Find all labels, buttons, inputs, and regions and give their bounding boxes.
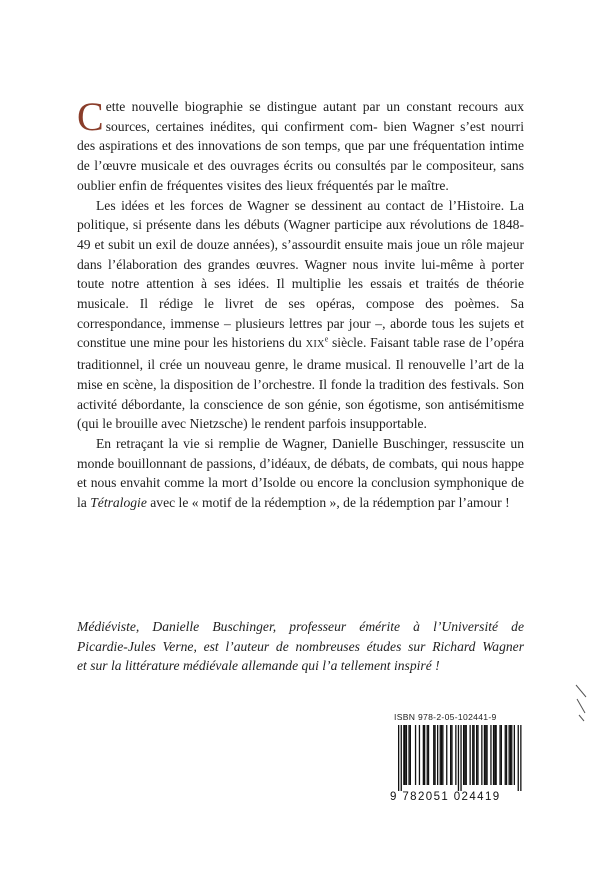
- barcode-bar: [427, 725, 428, 785]
- isbn-barcode: [390, 712, 522, 812]
- author-bio-line: Médiéviste, Danielle Buschinger, professeur émérite à l’Université de: [77, 619, 524, 634]
- barcode-bar: [441, 725, 442, 785]
- barcode-bar: [463, 725, 464, 785]
- barcode-bar: [446, 725, 447, 785]
- barcode-bar: [437, 725, 438, 785]
- barcode-bars: [390, 725, 522, 791]
- barcode-bar: [455, 725, 456, 785]
- barcode-bar: [419, 725, 420, 785]
- barcode-bar: [450, 725, 451, 785]
- work-title: Tétralogie: [90, 495, 147, 511]
- author-bio: [77, 617, 524, 676]
- blurb-paragraph-2: Les idées et les forces de Wagner se dessinent au contact de l’Histoire. La politique, si présente dans les débuts (Wagner participe aux révolutions de 1848-49 et subit un exil de douze années), s’assourdit ensuite mais joue un rôle majeur dans l’élaboration des grandes œuvres. Wagner nous invite lui-même à porter toute notre attention à ses idées. Il multiplie les essais et traités de théorie musicale. Il rédige le livret de ses opéras, compose des poèmes. Sa correspondance, immense – plusieurs lettres par jour –, aborde tous les sujets et constitue une mine pour les historiens du XIXe siècle. Faisant table rase de l’opéra traditionnel, il crée un nouveau genre, le drame musical. Il renouvelle l’art de la mise en scène, la disposition de l’orchestre. Il fonde la tradition des festivals. Son activité débordante, la conscience de son génie, son égotisme, son antisémitisme (qui le brouille avec Nietzsche) le rendent parfois insupportable.: [77, 197, 524, 432]
- barcode-bar: [410, 725, 411, 785]
- barcode-bar: [494, 725, 495, 785]
- barcode-bar: [460, 725, 461, 791]
- barcode-bar: [485, 725, 486, 785]
- barcode-bar: [470, 725, 471, 785]
- barcode-bar: [510, 725, 511, 785]
- barcode-bar: [398, 725, 399, 791]
- barcode-bar: [505, 725, 506, 785]
- blurb-line: des ouvrages écrits ou consultés par le compositeur, sans oublier: [77, 158, 524, 193]
- barcode-bar: [477, 725, 478, 785]
- barcode-bar: [428, 725, 429, 785]
- blurb-line: bien Wagner s’est nourri des aspirations et des innovations de son: [77, 118, 524, 154]
- barcode-bar: [520, 725, 521, 791]
- barcode-bar: [451, 725, 452, 785]
- barcode-bar: [499, 725, 500, 785]
- drop-cap: C: [77, 94, 104, 139]
- barcode-bar: [493, 725, 494, 785]
- barcode-bar: [406, 725, 407, 785]
- century-numeral: XIX: [305, 339, 325, 351]
- blurb-line: recours aux sources, certaines inédites, qui confirment com-: [105, 99, 524, 134]
- barcode-bar: [466, 725, 467, 785]
- barcode-bar: [473, 725, 474, 785]
- barcode-bar: [440, 725, 441, 785]
- barcode-bar: [408, 725, 409, 785]
- barcode-bar: [458, 725, 459, 791]
- barcode-bar: [496, 725, 497, 785]
- century-superscript: e: [324, 334, 329, 344]
- barcode-digits: 9 782051 024419: [390, 791, 501, 803]
- barcode-bar: [511, 725, 512, 785]
- barcode-bar: [476, 725, 477, 785]
- barcode-bar: [509, 725, 510, 785]
- barcode-bar: [472, 725, 473, 785]
- barcode-bar: [442, 725, 443, 785]
- barcode-bar: [401, 725, 402, 791]
- isbn-label: ISBN 978-2-05-102441-9: [394, 712, 497, 722]
- barcode-bar: [501, 725, 502, 785]
- barcode-bar: [514, 725, 515, 785]
- barcode-bar: [486, 725, 487, 785]
- barcode-bar: [484, 725, 485, 785]
- blurb-line: ette nouvelle biographie se distingue autant par un constant: [105, 99, 452, 114]
- barcode-bar: [464, 725, 465, 785]
- blurb: [77, 94, 524, 513]
- barcode-bar: [506, 725, 507, 785]
- blurb-paragraph-1: [77, 94, 524, 196]
- blurb-line: enfin de fréquentes visites des lieux fréquentés par le maître.: [118, 177, 449, 193]
- barcode-bar: [481, 725, 482, 785]
- barcode-bar: [415, 725, 416, 785]
- barcode-bar: [424, 725, 425, 785]
- author-bio-line: Picardie-Jules Verne, est l’auteur de nombreuses études sur Richard Wagner: [77, 638, 524, 654]
- barcode-bar: [433, 725, 434, 785]
- crop-mark-icon: [574, 683, 588, 723]
- blurb-paragraph-3: En retraçant la vie si remplie de Wagner, Danielle Buschinger, ressuscite un monde bouillonnant de passions, d’idéaux, de débats, de combats, qui nous happe et nous envahit comme la mort d’Isolde ou encore la conclusion symphonique de la Tétralogie avec le « motif de la rédemption », de la rédemption par l’amour !: [77, 435, 524, 511]
- author-bio-line: et sur la littérature médiévale allemande qui l’a tellement inspiré !: [77, 658, 440, 674]
- barcode-bar: [423, 725, 424, 785]
- barcode-bar: [518, 725, 519, 791]
- barcode-bar: [490, 725, 491, 785]
- barcode-bar: [403, 725, 404, 785]
- barcode-bar: [434, 725, 435, 785]
- blurb-line: temps, que par une fréquentation intime de l’œuvre musicale et: [77, 138, 524, 174]
- barcode-bar: [405, 725, 406, 785]
